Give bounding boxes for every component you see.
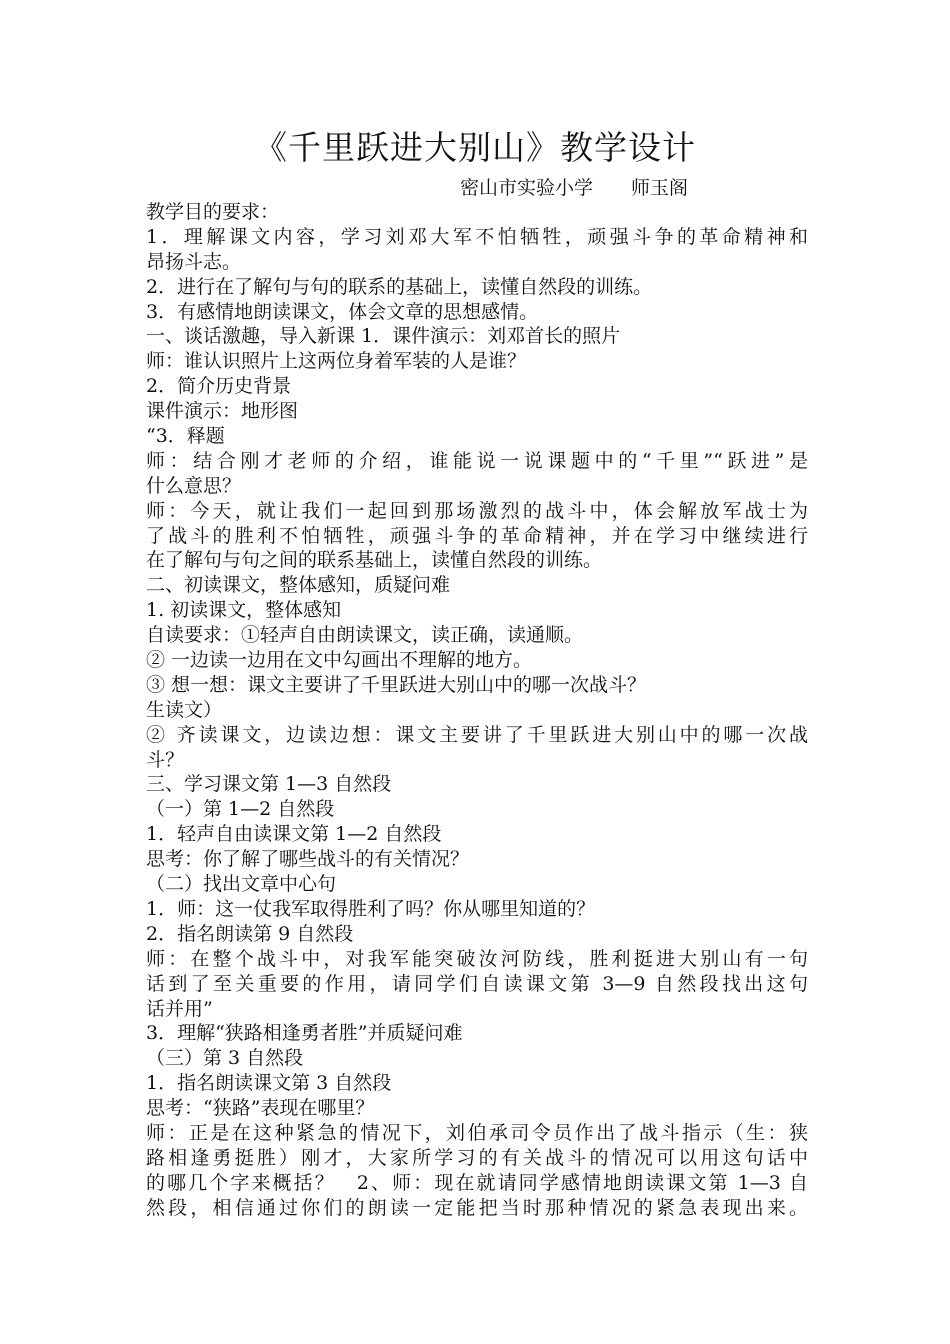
text-line: 斗？ [146, 748, 185, 771]
text-line: 昂扬斗志。 [146, 250, 242, 273]
text-line: 自读要求：①轻声自由朗读课文，读正确，读通顺。 [146, 624, 584, 647]
text-line: 3．理解“狭路相逢勇者胜”并质疑问难 [146, 1022, 463, 1045]
text-line: 三、学习课文第 1—3 自然段 [146, 773, 392, 796]
text-line: 了战斗的胜利不怕牺牲，顽强斗争的革命精神，并在学习中继续进行 [146, 524, 808, 547]
text-line: 师：今天，就让我们一起回到那场激烈的战斗中，体会解放军战士为 [146, 499, 808, 522]
text-line: （三）第 3 自然段 [146, 1047, 304, 1070]
text-line: ③ 想一想：课文主要讲了千里跃进大别山中的哪一次战斗？ [146, 673, 647, 696]
text-line: （一）第 1—2 自然段 [146, 798, 335, 821]
text-line: 思考：你了解了哪些战斗的有关情况？ [146, 848, 470, 871]
text-line: 话并用” [146, 997, 213, 1020]
text-line: （二）找出文章中心句 [146, 873, 337, 896]
document-body [146, 200, 808, 1221]
text-line: 在了解句与句之间的联系基础上，读懂自然段的训练。 [146, 549, 603, 572]
text-line: 2．指名朗读第 9 自然段 [146, 922, 354, 945]
text-line: 2．进行在了解句与句的联系的基础上，读懂自然段的训练。 [146, 275, 653, 298]
text-line: 1．指名朗读课文第 3 自然段 [146, 1072, 392, 1095]
text-line: 师：在整个战斗中，对我军能突破汝河防线，胜利挺进大别山有一句 [146, 947, 808, 970]
text-line: 的哪几个字来概括？ 2、师：现在就请同学感情地朗读课文第 1—3 自 [146, 1171, 808, 1194]
text-line: 路相逢勇挺胜）刚才，大家所学习的有关战斗的情况可以用这句话中 [146, 1146, 808, 1169]
text-line: 然段，相信通过你们的朗读一定能把当时那种情况的紧急表现出来。 [146, 1196, 808, 1219]
document-author: 密山市实验小学 师玉阁 [460, 177, 689, 199]
text-line: 什么意思？ [146, 474, 242, 497]
text-line: 1．理解课文内容，学习刘邓大军不怕牺牲，顽强斗争的革命精神和 [146, 225, 808, 248]
text-line: 师：谁认识照片上这两位身着军装的人是谁？ [146, 350, 527, 373]
text-line: 思考：“狭路”表现在哪里？ [146, 1097, 375, 1120]
text-line: 师：结合刚才老师的介绍，谁能说一说课题中的“千里”“跃进”是 [146, 449, 808, 472]
text-line: ② 齐读课文，边读边想：课文主要讲了千里跃进大别山中的哪一次战 [146, 723, 808, 746]
text-line: “3．释题 [146, 425, 225, 448]
text-line: ② 一边读一边用在文中勾画出不理解的地方。 [146, 649, 533, 672]
text-line: 2．简介历史背景 [146, 375, 292, 398]
text-line: 师：正是在这种紧急的情况下，刘伯承司令员作出了战斗指示（生：狭 [146, 1121, 808, 1144]
text-line: 1．轻声自由读课文第 1—2 自然段 [146, 823, 442, 846]
text-line: 教学目的要求： [146, 201, 280, 223]
text-line: 1. 初读课文，整体感知 [146, 599, 342, 622]
text-line: 生读文） [146, 698, 223, 721]
text-line: 一、谈话激趣，导入新课 1．课件演示：刘邓首长的照片 [146, 325, 621, 348]
text-line: 3．有感情地朗读课文，体会文章的思想感情。 [146, 300, 539, 323]
text-line: 课件演示：地形图 [146, 400, 299, 423]
text-line: 1．师：这一仗我军取得胜利了吗？你从哪里知道的？ [146, 897, 596, 920]
document-title: 《千里跃进大别山》教学设计 [254, 128, 696, 167]
text-line: 二、初读课文，整体感知，质疑问难 [146, 574, 451, 597]
text-line: 话到了至关重要的作用，请同学们自读课文第 3—9 自然段找出这句 [146, 972, 808, 995]
